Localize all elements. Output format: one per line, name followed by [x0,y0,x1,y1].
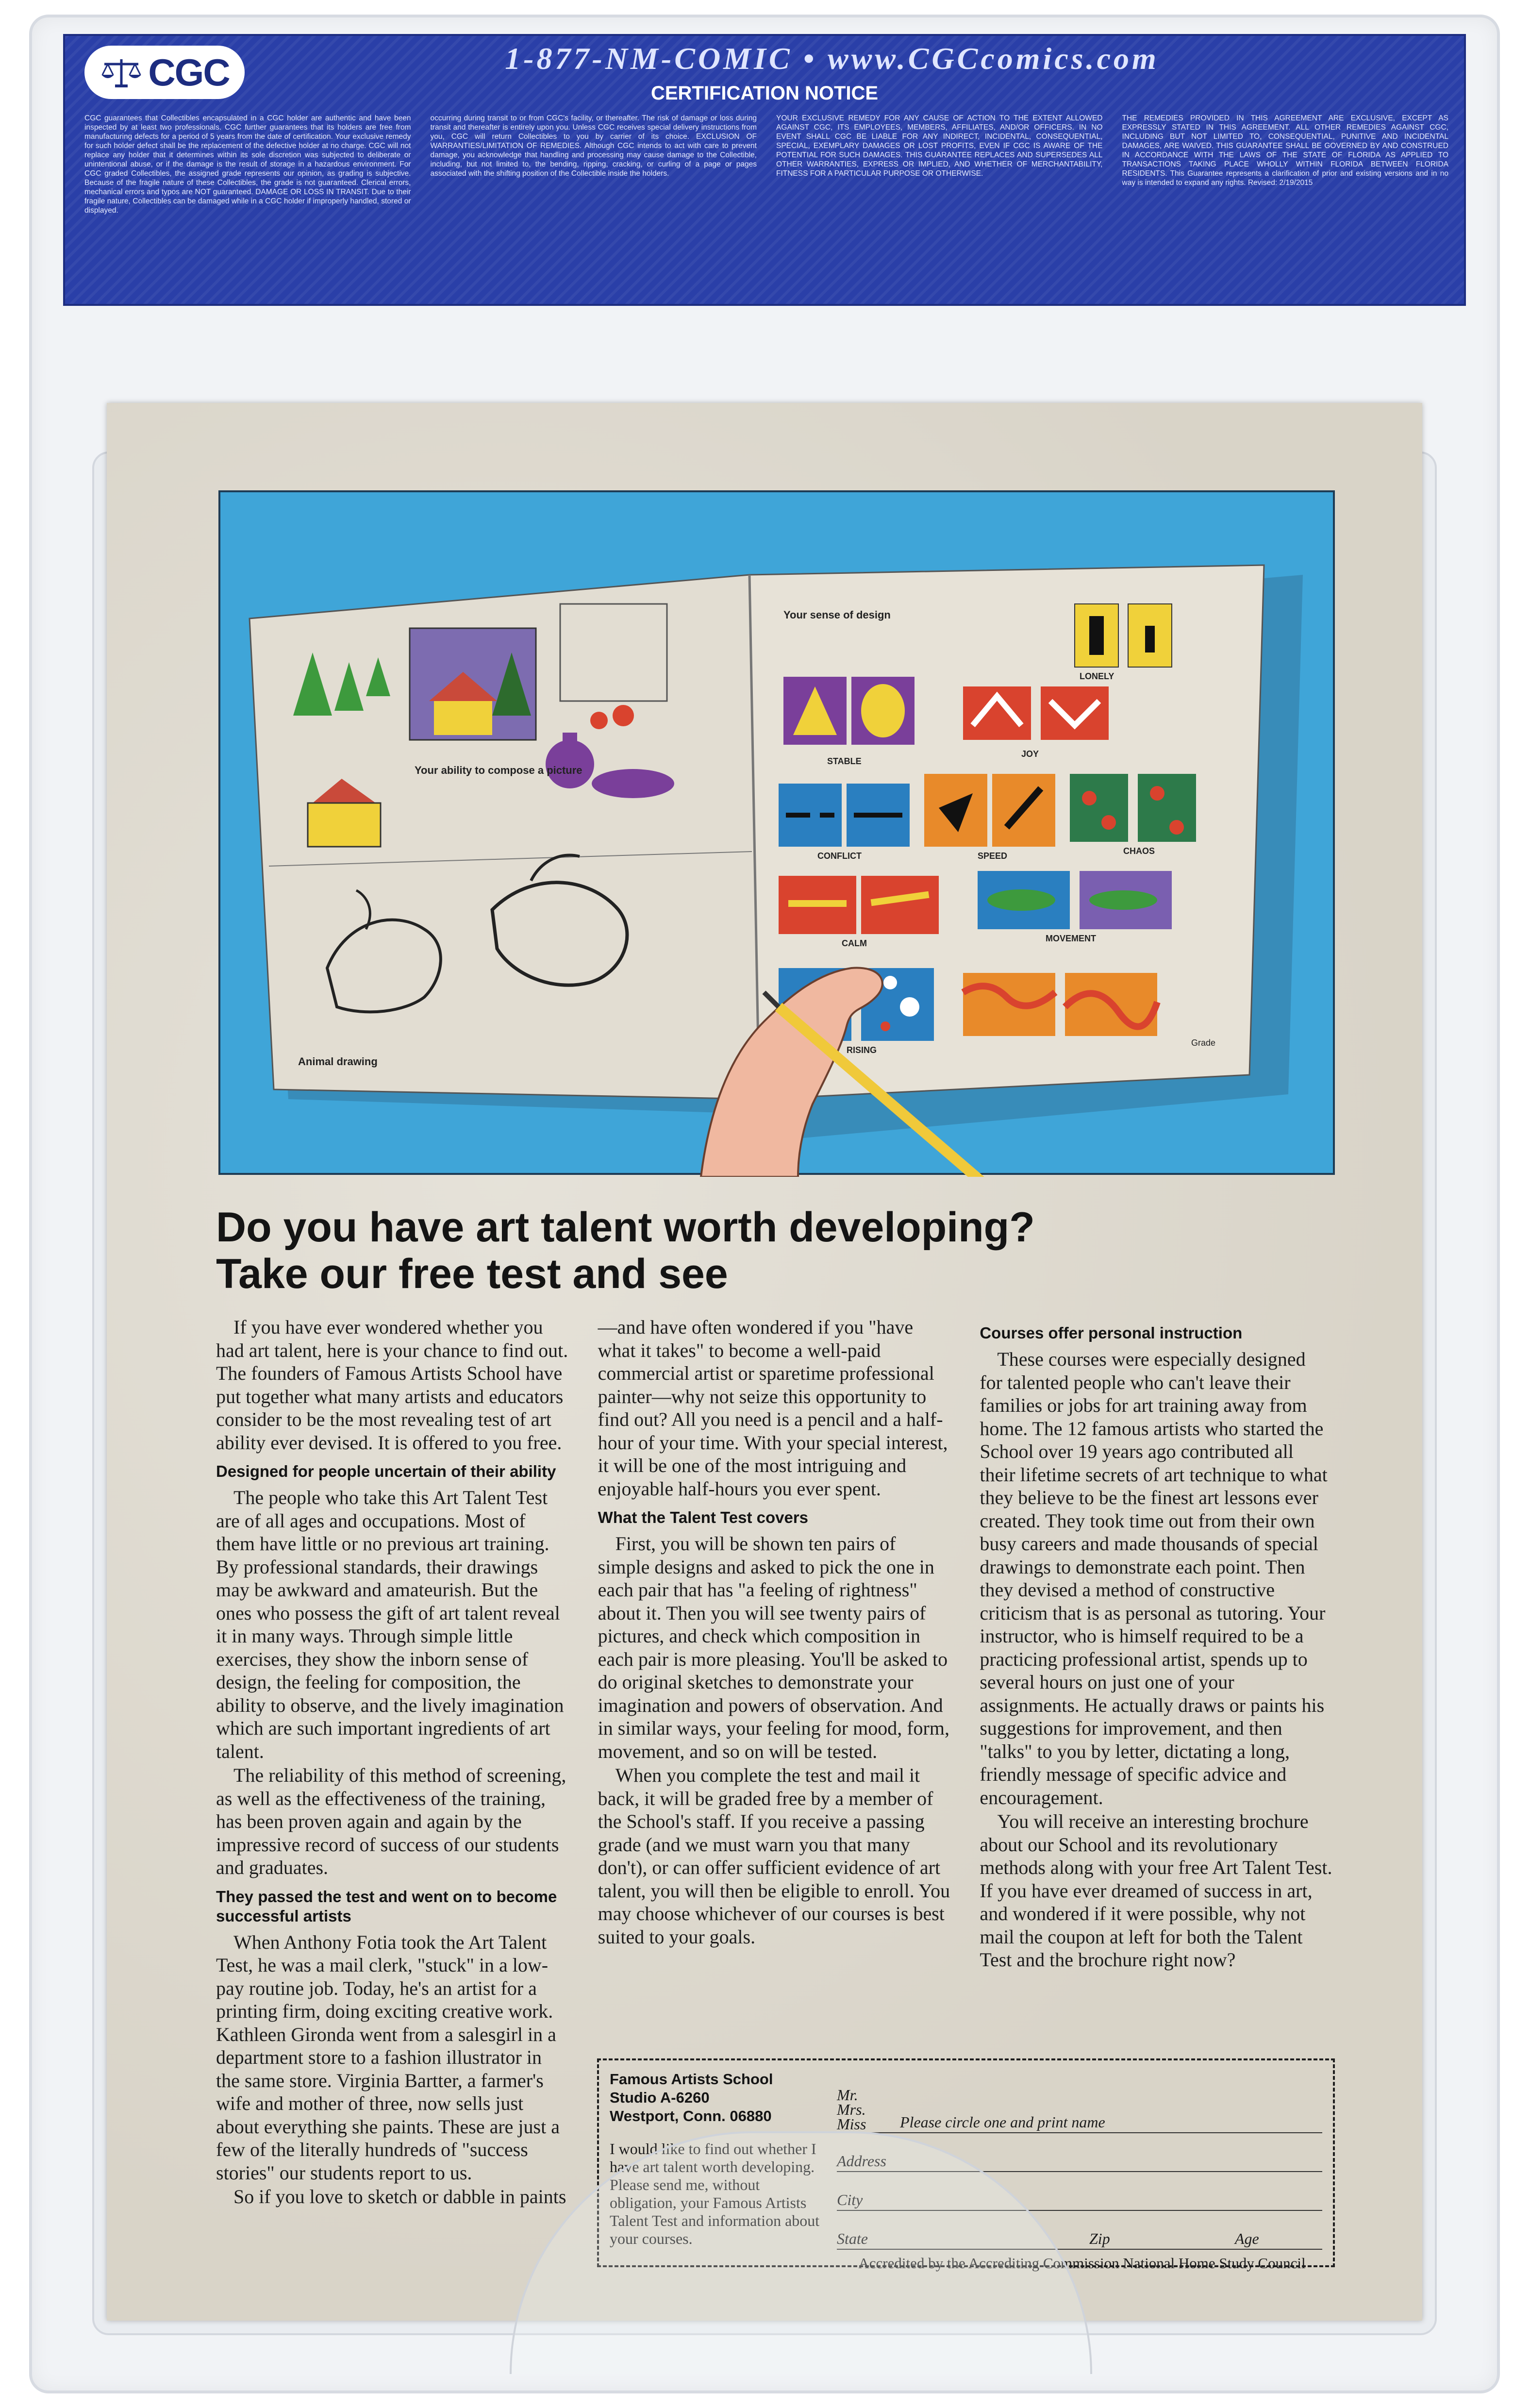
coupon-school: Famous Artists School [610,2071,773,2088]
illustration-caption-animal: Animal drawing [298,1055,378,1068]
paragraph: The people who take this Art Talent Test are of all ages and occupations. Most of them have little or no previous art training. By professional standards, their drawings may be awkward and amateurish. But the ones who possess the gift of art talent reveal it in many ways. Through simple little exercises, they show the inborn sense of design, the feeling for composition, the ability to observe, and the lively imagination which are such important ingredients of art talent. [216,1487,564,1762]
design-label-rising: RISING [847,1045,877,1055]
design-label-joy: JOY [1021,749,1039,759]
design-label-calm: CALM [842,938,867,948]
design-label-conflict: CONFLICT [817,851,862,861]
certification-title: CERTIFICATION NOTICE [650,83,879,104]
coupon-address: Westport, Conn. 06880 [610,2107,772,2124]
coupon-age-label: Age [1235,2230,1259,2247]
accreditation-line: Accredited by the Accrediting Commission National Home Study Council [858,2255,1306,2272]
coupon-request: I would like to find out whether I have art talent worth developing. Please send me, without obligation, your Famous Artists Talent Test and information about your courses. [610,2140,820,2247]
paragraph: First, you will be shown ten pairs of simple designs and asked to pick the one in each pair that has "a feeling of rightness" about it. Then you will see twenty pairs of pictures, and check which composition in each pair is more pleasing. You'll be asked to do original sketches to demonstrate your imagination and powers of observation. And in similar ways, your feeling for mood, form, movement, and so on will be tested. [598,1533,949,1762]
design-label-grade: Grade [1191,1038,1216,1048]
paragraph: —and have often wondered if you "have what it takes" to become a well-paid commercial artist or sparetime professional painter—why not seize this opportunity to find out? All you need is a pencil and a half-hour of your time. With your special interest, it will be one of the most intriguing and enjoyable half-hours you ever spent. [598,1316,948,1500]
paragraph: When Anthony Fotia took the Art Talent Test, he was a mail clerk, "stuck" in a low-pay routine job. Today, he's an artist for a printing firm, doing exciting creative work. Kathleen Gironda went from a salesgirl in a department store to a fashion illustrator in the same store. Virginia Bartter, a farmer's wife and mother of three, now sells just about everything she paints. These are just a few of the literally hundreds of "success stories" our students report to us. [216,1931,560,2184]
section-heading: Designed for people uncertain of their ability [216,1462,556,1480]
coupon-address-label: Address [837,2152,886,2170]
contact-line: 1-877-NM-COMIC • www.CGCcomics.com [505,41,1159,76]
design-label-movement: MOVEMENT [1046,934,1097,943]
design-label-speed: SPEED [978,851,1008,861]
coupon-studio: Studio A-6260 [610,2089,710,2106]
ad-column-3 [980,1316,1332,2117]
paragraph: When you complete the test and mail it back, it will be graded free by a member of the School's staff. If you receive a passing grade (and we must warn you that many don't), or can offer sufficient evidence of art talent, you will then be eligible to enroll. You may choose whichever of our courses is best suited to your goals. [598,1764,950,1948]
section-heading: Courses offer personal instruction [980,1324,1243,1342]
design-label-chaos: CHAOS [1123,846,1155,856]
design-label-lonely: LONELY [1080,671,1114,681]
coupon-zip-label: Zip [1089,2230,1110,2247]
headline-line-1: Do you have art talent worth developing? [216,1204,1035,1251]
paragraph: These courses were especially designed for talented people who can't leave their families or jobs for art training away from home. The 12 famous artists who started the School over 19 years ago contributed all their lifetime secrets of art technique to what they believe to be the finest art lessons ever created. They took time out from their own busy careers and made thousands of special drawings to demonstrate each point. Then they devised a method of constructive criticism that is as personal as tutoring. Your instructor, who is himself required to be a practicing professional artist, spends up to several hours on just one of your assignments. He actually draws or paints his suggestions for improvement, and then "talks" to you by letter, dictating a long, friendly message of specific advice and encouragement. [980,1348,1328,1808]
ad-illustration [218,490,1335,1175]
paragraph: So if you love to sketch or dabble in paints [233,2186,566,2207]
paragraph: The reliability of this method of screening, as well as the effectiveness of the training, has been proven again and again by the impressive record of success of our students and graduates. [216,1764,566,1878]
coupon-name-line[interactable] [837,2086,1322,2133]
paragraph: You will receive an interesting brochure about our School and its revolutionary methods along with your free Art Talent Test. If you have ever dreamed of success in art, and wondered if it were possible, why not mail the coupon at left for both the Talent Test and the brochure right now? [980,1810,1332,1971]
fine-print-col-1: CGC guarantees that Collectibles encapsulated in a CGC holder are authentic and have been inspected by at least two professionals. CGC further guarantees that its holders are free from manufacturing defects for a period of 5 years from the date of certification. Your exclusive remedy for such holder defect shall be the replacement of the defective holder at no charge. CGC will not replace any holder that it determines within its sole discretion was subjected to deliberate or unintentional abuse, or if the damage is the result of storage in a hazardous environment. For CGC graded Collectibles, the assigned grade represents our opinion, as grading is subjective. Because of the fragile nature of these Collectibles, the grade is not guaranteed. Clerical errors, mechanical errors and typos are NOT guaranteed. DAMAGE OR LOSS IN TRANSIT. Due to their fragile nature, Collectibles can be damaged while in a CGC holder if improperly handled, stored or displayed. [84,114,411,215]
coupon-salutation: Mr. Mrs. Miss [837,2086,866,2133]
cgc-logo-text: CGC [148,50,230,94]
coupon-state-label: State [837,2230,868,2247]
ad-headline [216,1204,1332,1297]
section-heading: What the Talent Test covers [598,1508,809,1526]
headline-line-2: Take our free test and see [216,1251,728,1297]
design-label-stable: STABLE [827,756,862,766]
ad-column-1 [216,1316,569,2207]
paragraph: If you have ever wondered whether you had art talent, here is your chance to find out. The founders of Famous Artists School have put together what many artists and educators consider to be the most revealing test of art ability ever devised. It is offered to you free. [216,1316,568,1454]
fine-print [84,114,1448,298]
illustration-caption-compose: Your ability to compose a picture [415,764,582,776]
fine-print-col-4: THE REMEDIES PROVIDED IN THIS AGREEMENT ARE EXCLUSIVE, EXCEPT AS EXPRESSLY STATED IN THIS AGREEMENT. ALL OTHER REMEDIES AGAINST CGC, INCLUDING BUT NOT LIMITED TO, CONSEQUENTIAL, PUNITIVE AND INCIDENTAL DAMAGES, ARE WAIVED. THIS GUARANTEE SHALL BE GOVERNED BY AND CONSTRUED IN ACCORDANCE WITH THE LAWS OF THE STATE OF FLORIDA AS APPLIED TO TRANSACTIONS TAKING PLACE WHOLLY WITHIN FLORIDA BETWEEN FLORIDA RESIDENTS. This Guarantee represents a clarification of prior and existing versions and in no way is intended to expand any rights. Revised: 2/19/2015 [1122,114,1448,187]
certification-label [63,34,1466,306]
illustration-caption-design: Your sense of design [783,609,891,621]
ad-column-2 [598,1316,951,2117]
section-heading: They passed the test and went on to become successful artists [216,1887,557,1925]
fine-print-col-2: occurring during transit to or from CGC's facility, or thereafter. The risk of damage or loss during transit and thereafter is entirely upon you. Unless CGC receives special delivery instructions from you, CGC will return Collectibles to you by carrier of its choice. EXCLUSION OF WARRANTIES/LIMITATION OF REMEDIES. Although CGC intends to act with care to prevent damage, you acknowledge that handling and processing may cause damage to the Collectible, including, but not limited to, the bending, ripping, cracking, or curling of a page or pages associated with the shifting position of the Collectible inside the holders. [430,114,757,178]
coupon-city-label: City [837,2191,863,2208]
fine-print-col-3: YOUR EXCLUSIVE REMEDY FOR ANY CAUSE OF ACTION TO THE EXTENT ALLOWED AGAINST CGC, ITS EMPLOYEES, MEMBERS, AFFILIATES, AND/OR OFFICERS. IN NO EVENT SHALL CGC BE LIABLE FOR ANY INDIRECT, INCIDENTAL, CONSEQUENTIAL, SPECIAL, EXEMPLARY DAMAGES OR LOST PROFITS, EVEN IF CGC IS AWARE OF THE POTENTIAL FOR SUCH DAMAGES. THIS GUARANTEE REPLACES AND SUPERSEDES ALL OTHER WARRANTIES, EXPRESS OR IMPLIED, AND WHETHER OF MERCHANTABILITY, FITNESS FOR A PARTICULAR PURPOSE OR OTHERWISE. [776,114,1103,178]
comic-back-cover [107,403,1422,2321]
coupon-name-hint: Please circle one and print name [900,2113,1105,2131]
